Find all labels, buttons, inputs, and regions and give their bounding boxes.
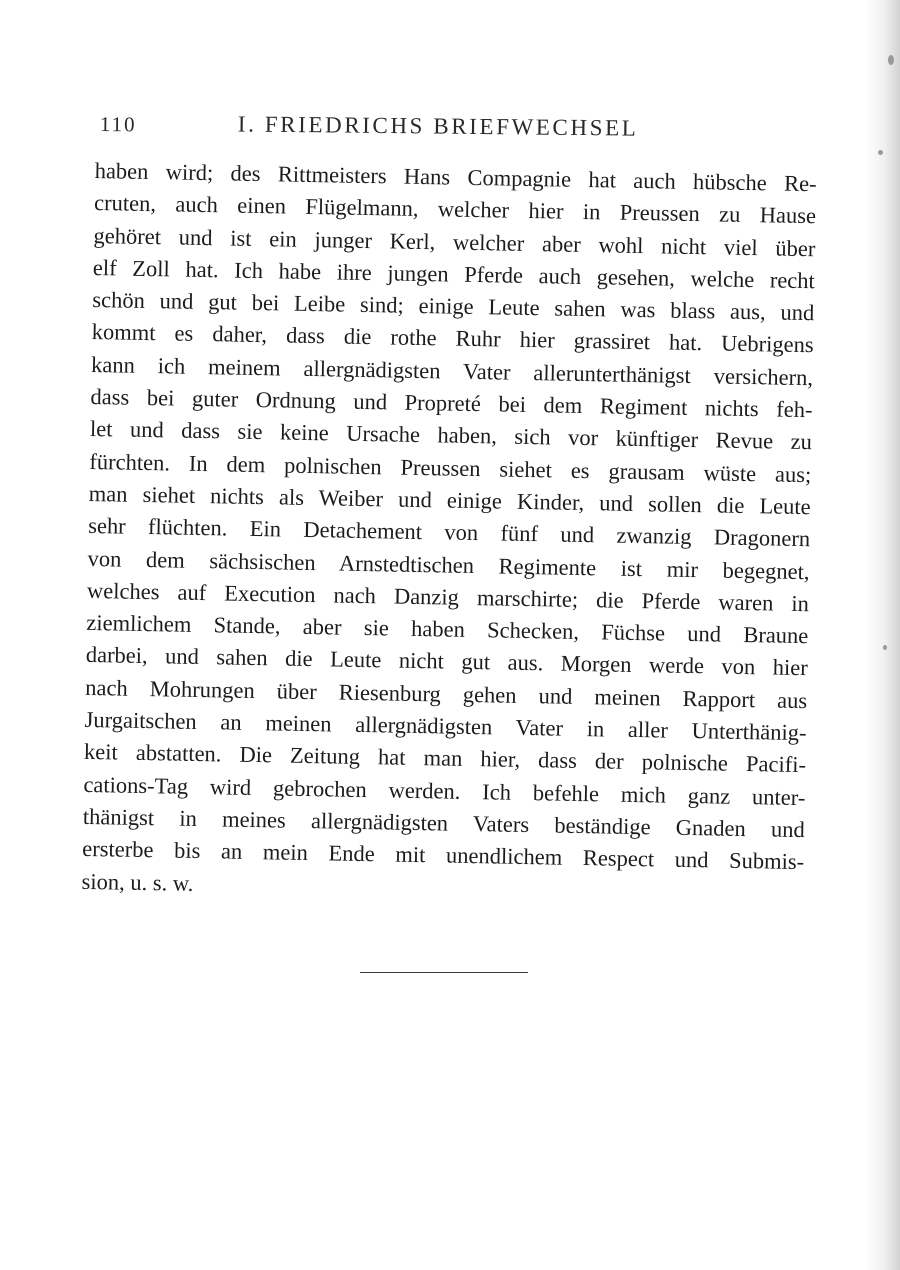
- text-line: dass bei guter Ordnung und Propreté bei dem Regiment nichts feh-: [90, 384, 813, 423]
- text-line: schön und gut bei Leibe sind; einige Leute sahen was blass aus, und: [92, 287, 815, 326]
- page-number: 110: [99, 112, 137, 137]
- text-line: cations-Tag wird gebrochen werden. Ich befehle mich ganz unter-: [83, 771, 806, 810]
- scan-speck: [888, 55, 894, 65]
- text-line: thänigst in meines allergnädigsten Vaters beständige Gnaden und: [82, 803, 805, 843]
- text-line: gehöret und ist ein junger Kerl, welcher aber wohl nicht viel über: [93, 222, 816, 261]
- scan-speck: [883, 645, 887, 650]
- running-head: [100, 112, 820, 152]
- text-line: cruten, auch einen Flügelmann, welcher hier in Preussen zu Hause: [93, 190, 817, 229]
- text-line: sehr flüchten. Ein Detachement von fünf und zwanzig Dragonern: [87, 513, 811, 552]
- text-line: sion, u. s. w.: [81, 868, 194, 896]
- section-divider-rule: [360, 972, 528, 973]
- text-line: haben wird; des Rittmeisters Hans Compagnie hat auch hübsche Re-: [94, 157, 817, 197]
- text-line: darbei, und sahen die Leute nicht gut aus. Morgen werde von hier: [85, 642, 808, 681]
- text-line: elf Zoll hat. Ich habe ihre jungen Pferde auch gesehen, welche recht: [92, 254, 816, 294]
- text-line: Jurgaitschen an meinen allergnädigsten Vater in aller Unterthänig-: [84, 706, 807, 746]
- scan-speck: [878, 150, 883, 155]
- text-line: ziemlichem Stande, aber sie haben Schecken, Füchse und Braune: [86, 610, 809, 649]
- text-line: kommt es daher, dass die rothe Ruhr hier grassiret hat. Uebrigens: [91, 319, 814, 358]
- text-line: fürchten. In dem polnischen Preussen siehet es grausam wüste aus;: [89, 448, 812, 487]
- text-line: ersterbe bis an mein Ende mit unendlichem Respect und Submis-: [82, 836, 805, 875]
- page-edge-shadow: [866, 0, 900, 1270]
- text-line: welches auf Execution nach Danzig marschirte; die Pferde waren in: [86, 577, 810, 617]
- text-line: kann ich meinem allergnädigsten Vater allerunterthänigst versichern,: [90, 351, 814, 390]
- text-line: let und dass sie keine Ursache haben, sich vor künftiger Revue zu: [89, 416, 813, 455]
- text-line: von dem sächsischen Arnstedtischen Regimente ist mir begegnet,: [87, 545, 810, 584]
- text-line: keit abstatten. Die Zeitung hat man hier, dass der polnische Pacifi-: [83, 739, 807, 778]
- text-line: man siehet nichts als Weiber und einige Kinder, und sollen die Leute: [88, 480, 811, 520]
- text-line: nach Mohrungen über Riesenburg gehen und meinen Rapport aus: [85, 674, 808, 713]
- letter-body: [81, 155, 816, 911]
- running-title: I. FRIEDRICHS BRIEFWECHSEL: [237, 111, 639, 141]
